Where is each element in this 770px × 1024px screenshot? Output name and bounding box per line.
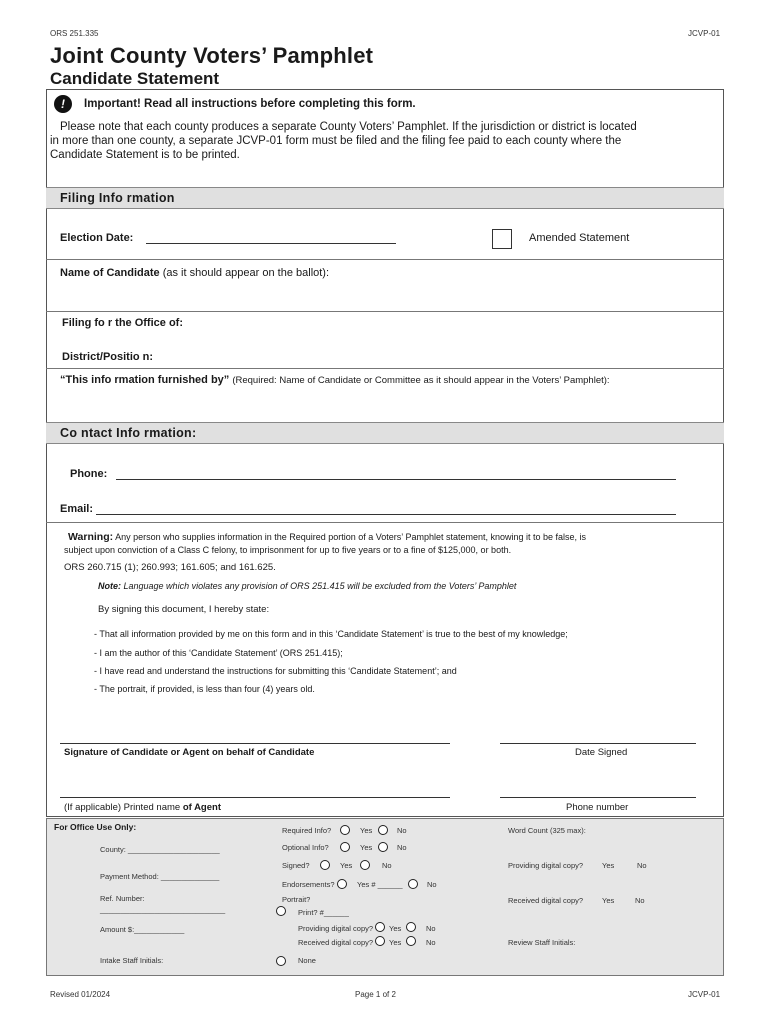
providing-digital-no-radio[interactable] xyxy=(406,922,416,932)
endorsements-label: Endorsements? xyxy=(282,880,335,889)
signed-no-radio[interactable] xyxy=(360,860,370,870)
warning-text-2: subject upon conviction of a Class C felony, to imprisonment for up to five years or to a fine of $125,000, or both. xyxy=(64,545,512,555)
divider xyxy=(46,311,724,312)
providing-digital-yes-radio[interactable] xyxy=(375,922,385,932)
optional-info-label: Optional Info? xyxy=(282,843,329,852)
attestation-item: - I am the author of this ‘Candidate Statement’ (ORS 251.415); xyxy=(94,648,343,658)
office-ref-line: ______________________________ xyxy=(100,905,226,914)
office-county: County: ______________________ xyxy=(100,845,220,854)
contact-section-title: Co ntact Info rmation: xyxy=(60,426,197,440)
attestation-item: - That all information provided by me on this form and in this ‘Candidate Statement’ is true to the best of my knowledge; xyxy=(94,629,568,639)
portrait-label: Portrait? xyxy=(282,895,311,904)
furnished-by-label xyxy=(60,374,610,386)
office-intake: Intake Staff Initials: xyxy=(100,956,164,965)
yes-label: Yes xyxy=(602,896,615,905)
received-digital-label: Received digital copy? xyxy=(298,938,374,947)
candidate-name-label xyxy=(60,267,329,279)
no-label: No xyxy=(426,938,436,947)
no-label: No xyxy=(635,896,645,905)
yes-label: Yes xyxy=(340,861,353,870)
election-date-field[interactable] xyxy=(146,243,396,244)
furnished-by-title: “This info rmation furnished by” xyxy=(60,374,230,386)
optional-info-no-radio[interactable] xyxy=(378,842,388,852)
revised-date: Revised 01/2024 xyxy=(50,990,111,999)
phone-number-field[interactable] xyxy=(500,797,696,798)
filing-section-header xyxy=(46,187,724,209)
warning-line-1 xyxy=(68,531,586,543)
phone-field[interactable] xyxy=(116,479,676,480)
warning-note-text: Language which violates any provision of ORS 251.415 will be excluded from the Voters’ Pamphlet xyxy=(123,581,517,591)
endorsements-yes-radio[interactable] xyxy=(337,879,347,889)
amended-statement-label: Amended Statement xyxy=(529,232,630,244)
candidate-name-title: Name of Candidate xyxy=(60,267,160,279)
portrait-none-label: None xyxy=(298,956,316,965)
important-notice: Important! Read all instructions before completing this form. xyxy=(84,98,416,110)
divider xyxy=(46,522,724,523)
warning-title: Warning: xyxy=(68,531,114,543)
page-title: Joint County Voters’ Pamphlet xyxy=(50,43,374,68)
page-subtitle: Candidate Statement xyxy=(50,69,220,88)
footer-form-id: JCVP-01 xyxy=(688,990,721,999)
warning-ors: ORS 260.715 (1); 260.993; 161.605; and 161.625. xyxy=(64,562,276,573)
contact-section-header xyxy=(46,422,724,444)
signed-label: Signed? xyxy=(282,861,310,870)
date-signed-label: Date Signed xyxy=(575,747,628,758)
printed-name-field[interactable] xyxy=(60,797,450,798)
attestation-item: - I have read and understand the instructions for submitting this ‘Candidate Statement’; and xyxy=(94,666,457,676)
office-amount: Amount $:____________ xyxy=(100,925,185,934)
no-label: No xyxy=(397,826,407,835)
page-number: Page 1 of 2 xyxy=(355,990,396,999)
warning-note-label: Note: xyxy=(98,581,121,591)
printed-name-bold: of Agent xyxy=(182,802,221,813)
portrait-print-label: Print? #______ xyxy=(298,908,349,917)
form-id: JCVP-01 xyxy=(688,29,721,38)
signed-yes-radio[interactable] xyxy=(320,860,330,870)
no-label: No xyxy=(427,880,437,889)
yes-label: Yes xyxy=(602,861,615,870)
divider xyxy=(46,368,724,369)
office-field[interactable] xyxy=(190,314,710,332)
office-ref: Ref. Number: xyxy=(100,894,145,903)
no-label: No xyxy=(397,843,407,852)
notice-line-2: in more than one county, a separate JCVP-01 form must be filed and the filing fee paid to each county where the xyxy=(50,135,622,147)
endorsements-no-radio[interactable] xyxy=(408,879,418,889)
phone-number-label: Phone number xyxy=(566,802,629,813)
word-count-label: Word Count (325 max): xyxy=(508,826,586,835)
warning-note xyxy=(98,581,516,591)
optional-info-yes-radio[interactable] xyxy=(340,842,350,852)
review-staff-label: Review Staff Initials: xyxy=(508,938,576,947)
email-field[interactable] xyxy=(96,514,676,515)
warning-text-1: Any person who supplies information in the Required portion of a Voters’ Pamphlet statement, knowing it to be false, is xyxy=(115,532,587,542)
no-label: No xyxy=(382,861,392,870)
no-label: No xyxy=(637,861,647,870)
election-date-label: Election Date: xyxy=(60,232,134,244)
district-label: District/Positio n: xyxy=(62,351,154,363)
statute-reference: ORS 251.335 xyxy=(50,29,99,38)
office-use-title: For Office Use Only: xyxy=(54,822,137,832)
received-digital-yes-radio[interactable] xyxy=(375,936,385,946)
portrait-none-radio[interactable] xyxy=(276,956,286,966)
signature-label: Signature of Candidate or Agent on behalf of Candidate xyxy=(64,747,315,758)
required-info-label: Required Info? xyxy=(282,826,332,835)
date-signed-field[interactable] xyxy=(500,743,696,744)
office-label: Filing fo r the Office of: xyxy=(62,317,183,329)
email-label: Email: xyxy=(60,503,94,515)
candidate-name-note: (as it should appear on the ballot): xyxy=(162,267,330,279)
important-icon: ! xyxy=(54,95,72,113)
required-info-yes-radio[interactable] xyxy=(340,825,350,835)
attestation-item: - The portrait, if provided, is less than four (4) years old. xyxy=(94,684,315,694)
printed-name-label xyxy=(64,802,221,813)
providing-digital-right-label: Providing digital copy? xyxy=(508,861,584,870)
providing-digital-label: Providing digital copy? xyxy=(298,924,374,933)
yes-label: Yes xyxy=(389,938,402,947)
yes-label: Yes xyxy=(360,843,373,852)
notice-line-1: Please note that each county produces a separate County Voters’ Pamphlet. If the jurisdiction or district is located xyxy=(60,121,637,133)
phone-label: Phone: xyxy=(70,468,108,480)
required-info-no-radio[interactable] xyxy=(378,825,388,835)
district-field[interactable] xyxy=(160,348,710,366)
yes-label: Yes xyxy=(389,924,402,933)
office-payment: Payment Method: ______________ xyxy=(100,872,220,881)
yes-label: Yes xyxy=(360,826,373,835)
candidate-name-field[interactable] xyxy=(60,282,710,308)
furnished-by-note: (Required: Name of Candidate or Committee as it should appear in the Voters’ Pamphlet): xyxy=(232,375,610,386)
amended-statement-checkbox[interactable] xyxy=(492,229,512,249)
endorsements-number: Yes # ______ xyxy=(357,880,403,889)
divider xyxy=(46,259,724,260)
furnished-by-field[interactable] xyxy=(60,390,710,418)
portrait-print-radio[interactable] xyxy=(276,906,286,916)
received-digital-right-label: Received digital copy? xyxy=(508,896,584,905)
notice-line-3: Candidate Statement is to be printed. xyxy=(50,149,240,161)
filing-section-title: Filing Info rmation xyxy=(60,191,175,205)
printed-name-prefix: (If applicable) Printed name xyxy=(64,802,181,813)
received-digital-no-radio[interactable] xyxy=(406,936,416,946)
signing-statement: By signing this document, I hereby state: xyxy=(98,604,270,615)
no-label: No xyxy=(426,924,436,933)
signature-field[interactable] xyxy=(60,743,450,744)
